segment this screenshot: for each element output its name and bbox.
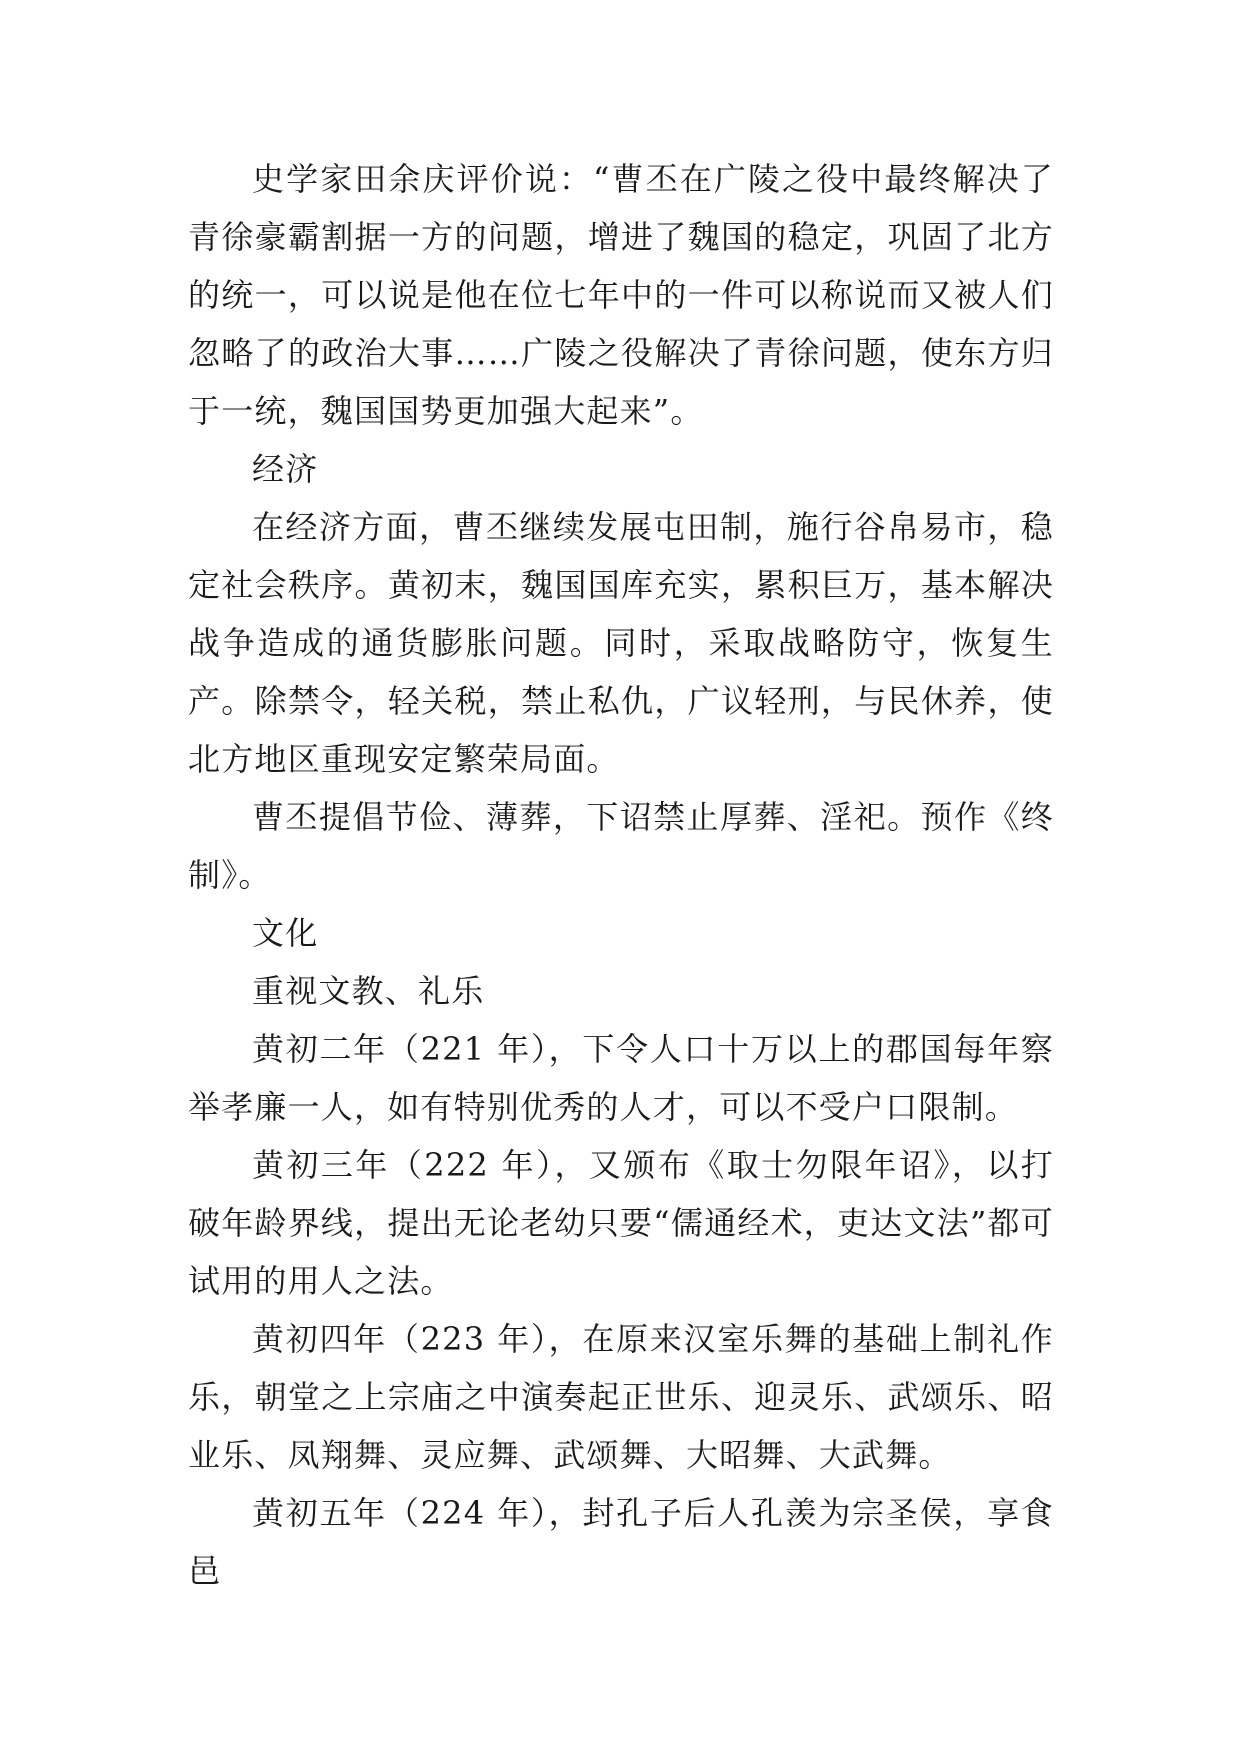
paragraph-huangchu-2: 黄初二年（221 年），下令人口十万以上的郡国每年察举孝廉一人，如有特别优秀的人才，可以不受户口限制。	[188, 1030, 1054, 1126]
subsection-heading-education-rites: 重视文教、礼乐	[252, 972, 485, 1010]
section-heading-culture: 文化	[252, 914, 319, 952]
paragraph-economy: 在经济方面，曹丕继续发展屯田制，施行谷帛易市，稳定社会秩序。黄初末，魏国国库充实，累积巨万，基本解决战争造成的通货膨胀问题。同时，采取战略防守，恢复生产。除禁令，轻关税，禁止私仇，广议轻刑，与民休养，使北方地区重现安定繁荣局面。	[188, 508, 1054, 778]
paragraph-huangchu-5: 黄初五年（224 年），封孔子后人孔羡为宗圣侯，享食邑	[188, 1494, 1054, 1590]
section-heading-economy: 经济	[252, 450, 319, 488]
document-body	[188, 150, 1054, 1600]
paragraph-huangchu-4: 黄初四年（223 年），在原来汉室乐舞的基础上制礼作乐，朝堂之上宗庙之中演奏起正世乐、迎灵乐、武颂乐、昭业乐、凤翔舞、灵应舞、武颂舞、大昭舞、大武舞。	[188, 1320, 1054, 1474]
paragraph-huangchu-3: 黄初三年（222 年），又颁布《取士勿限年诏》，以打破年龄界线，提出无论老幼只要“儒通经术，吏达文法”都可试用的用人之法。	[188, 1146, 1054, 1300]
paragraph-historian-evaluation: 史学家田余庆评价说：“曹丕在广陵之役中最终解决了青徐豪霸割据一方的问题，增进了魏国的稳定，巩固了北方的统一，可以说是他在位七年中的一件可以称说而又被人们忽略了的政治大事……广陵之役解决了青徐问题，使东方归于一统，魏国国势更加强大起来”。	[188, 160, 1054, 430]
paragraph-frugality: 曹丕提倡节俭、薄葬，下诏禁止厚葬、淫祀。预作《终制》。	[188, 798, 1054, 894]
